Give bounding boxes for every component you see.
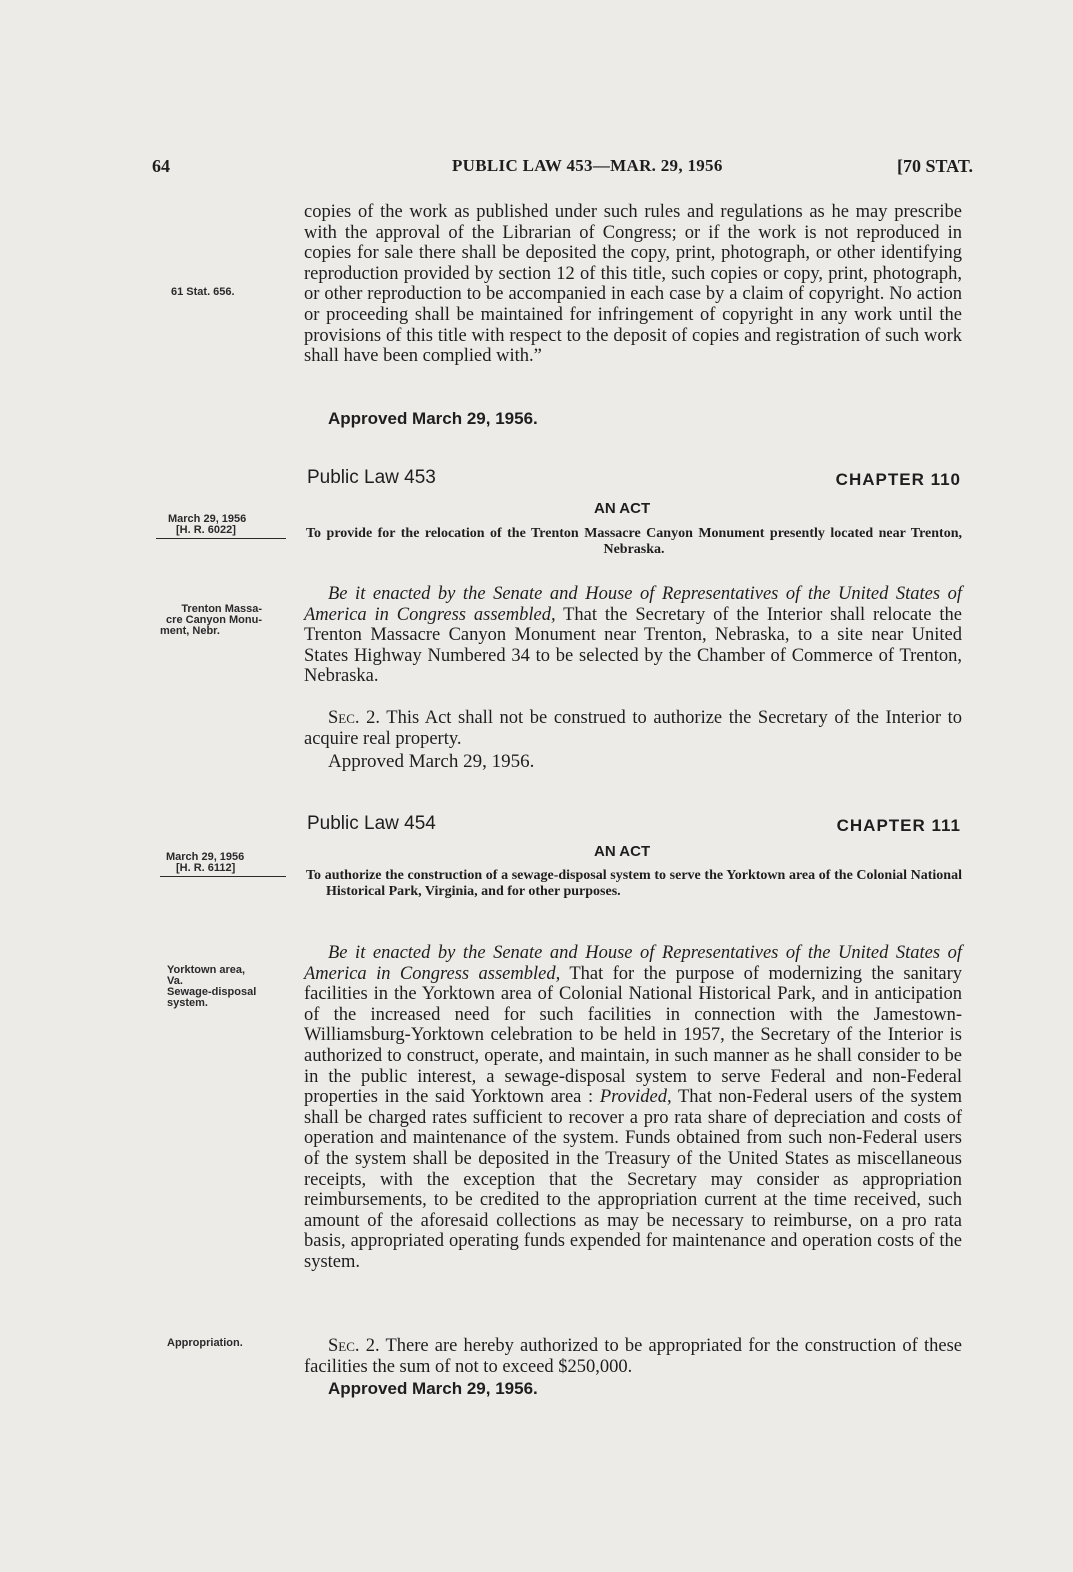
- law-453-sec1-text: That the Secretary of the Interior shall relocate the Trenton Massacre Canyon Monument near Trenton, Nebraska, to a site near United States Highway Numbered 34 to be selected by the Chamber of Commerce of Trenton, Nebraska.: [304, 604, 962, 687]
- law-453-an-act: AN ACT: [594, 500, 651, 517]
- law-454-an-act: AN ACT: [594, 843, 651, 860]
- law-454-date: March 29, 1956: [166, 851, 245, 863]
- law-453-number: Public Law 453: [307, 467, 436, 488]
- page-number: 64: [152, 156, 170, 176]
- law-454-enacting-clause: Be it enacted by the Senate and House of Representatives of the United States of America in Congress assembled,: [304, 943, 962, 984]
- law-453-approved: Approved March 29, 1956.: [328, 751, 535, 772]
- law-454-sec2-text: There are hereby authorized to be appropriated for the construction of these facilities the sum of not to exceed $250,000.: [304, 1336, 962, 1377]
- law-454-topic-line-1: Yorktown area,: [167, 964, 246, 976]
- law-454-sec2-label: Sec. 2.: [328, 1336, 380, 1356]
- law-453-bill-number: [H. R. 6022]: [176, 524, 236, 536]
- law-454-purpose: To authorize the construction of a sewage-disposal system to serve the Yorktown area of the Colonial National Historical Park, Virginia, and for other purposes.: [306, 868, 962, 899]
- approved-line-prev: Approved March 29, 1956.: [328, 409, 538, 428]
- law-453-sec2-text: This Act shall not be construed to authorize the Secretary of the Interior to acquire real property.: [304, 708, 962, 749]
- law-454-topic-line-4: system.: [167, 997, 208, 1009]
- law-454-section-1: [304, 943, 962, 1273]
- law-454-sec1-text-a: That for the purpose of modernizing the sanitary facilities in the Yorktown area of Colonial National Historical Park, and in anticipation of the increased need for such facilities in connection with the Jamestown-Williamsburg-Yorktown celebration to be held in 1957, the Secretary of the Interior is authorized to construct, operate, and maintain, in such manner as he shall consider to be in the public interest, a sewage-disposal system to serve Federal and non-Federal properties in the said Yorktown area :: [304, 963, 962, 1108]
- law-453-section-2: [304, 708, 962, 749]
- law-454-bill-number: [H. R. 6112]: [176, 862, 236, 874]
- law-454-proviso: Provided,: [599, 1087, 672, 1108]
- law-454-topic-line-3: Sewage-disposal: [167, 986, 257, 998]
- law-454-section-2: [304, 1336, 962, 1377]
- running-head: PUBLIC LAW 453—MAR. 29, 1956: [452, 156, 723, 175]
- law-453-chapter: CHAPTER 110: [835, 470, 961, 489]
- page-header: [152, 156, 973, 184]
- law-453-purpose: To provide for the relocation of the Trenton Massacre Canyon Monument presently located near Trenton, Nebraska.: [306, 526, 962, 557]
- law-454-chapter: CHAPTER 111: [836, 816, 961, 835]
- margin-note-stat: 61 Stat. 656.: [171, 286, 235, 298]
- law-453-sec2-label: Sec. 2.: [328, 708, 380, 728]
- law-454-topic-line-2: Va.: [167, 975, 183, 987]
- law-454-approved: Approved March 29, 1956.: [328, 1379, 538, 1398]
- law-453-margin-date: [156, 514, 286, 539]
- law-453-section-1: [304, 584, 962, 687]
- law-453-topic-line-1: Trenton Massa-: [181, 603, 262, 615]
- law-454-margin-appropriation: Appropriation.: [167, 1337, 243, 1349]
- law-453-enacting-clause: Be it enacted by the Senate and House of Representatives of the United States of America in Congress assembled,: [304, 584, 962, 625]
- volume-reference: [70 STAT.: [896, 156, 973, 176]
- law-454-sec1-text-b: That non-Federal users of the system shall be charged rates sufficient to recover a pro rata share of depreciation and costs of operation and maintenance of the system. Funds obtained from such non-Federal users of the system shall be deposited in the Treasury of the United States as miscellaneous receipts, with the exception that the Secretary may consider as appropriation reimbursements, to be credited to the appropriation current at the time received, such amount of the aforesaid collections as may be necessary to reimburse, on a pro rata basis, appropriated operating funds expended for maintenance and operation costs of the system.: [304, 1087, 963, 1272]
- law-453-topic-line-3: ment, Nebr.: [160, 625, 220, 637]
- law-454-margin-topic: [167, 965, 297, 1009]
- law-453-margin-topic: [150, 604, 262, 637]
- law-453-topic-line-2: cre Canyon Monu-: [166, 614, 262, 626]
- law-453-date: March 29, 1956: [168, 513, 247, 525]
- continuation-paragraph: copies of the work as published under such rules and regulations as he may prescribe with the approval of the Librarian of Congress; or if the work is not reproduced in copies for sale there shall be deposited the copy, print, photograph, or other identifying reproduction provided by section 12 of this title, such copies or copy, print, photograph, or other reproduction to be accompanied in each case by a claim of copyright. No action or proceeding shall be maintained for infringement of copyright in any work until the provisions of this title with respect to the deposit of copies and registration of such work shall have been complied with.”: [304, 202, 962, 367]
- law-454-number: Public Law 454: [307, 813, 436, 834]
- law-454-margin-date: [160, 852, 286, 877]
